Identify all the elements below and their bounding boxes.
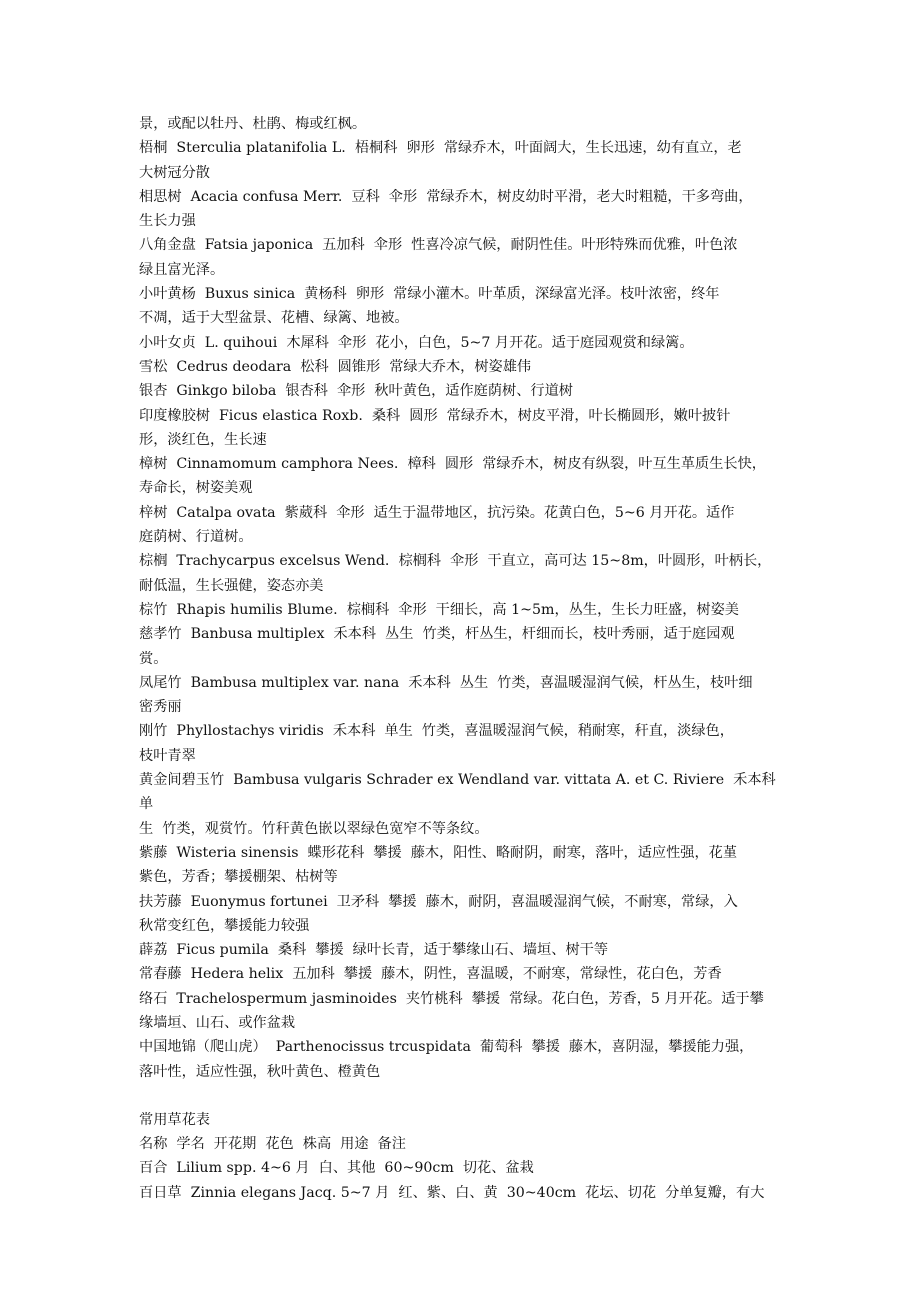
text-line: 银杏 Ginkgo biloba 银杏科 伞形 秋叶黄色，适作庭荫树、行道树	[139, 383, 573, 400]
text-line: 刚竹 Phyllostachys viridis 禾本科 单生 竹类，喜温暖湿润气候，稍耐寒，秆直，淡绿色，	[139, 723, 734, 740]
text-line: 络石 Trachelospermum jasminoides 夹竹桃科 攀援 常绿。花白色，芳香，5 月开花。适于攀	[139, 990, 764, 1007]
plant-list	[139, 112, 785, 1084]
text-line: 雪松 Cedrus deodara 松科 圆锥形 常绿大乔木，树姿雄伟	[139, 358, 532, 375]
text-line: 枝叶青翠	[139, 747, 196, 764]
text-line: 紫色，芳香；攀援棚架、枯树等	[139, 869, 338, 886]
text-line: 小叶黄杨 Buxus sinica 黄杨科 卵形 常绿小灌木。叶革质，深绿富光泽。枝叶浓密，终年	[139, 286, 720, 303]
text-line: 慈孝竹 Banbusa multiplex 禾本科 丛生 竹类，杆丛生，杆细而长，枝叶秀丽，适于庭园观	[139, 626, 735, 643]
text-line: 大树冠分散	[139, 164, 210, 181]
text-line: 紫藤 Wisteria sinensis 蝶形花科 攀援 藤木，阳性、略耐阴，耐寒，落叶，适应性强，花堇	[139, 844, 738, 861]
text-line: 梓树 Catalpa ovata 紫葳科 伞形 适生于温带地区，抗污染。花黄白色，5~6 月开花。适作	[139, 504, 735, 521]
text-line: 庭荫树、行道树。	[139, 529, 253, 546]
text-line: 常春藤 Hedera helix 五加科 攀援 藤木，阴性，喜温暖，不耐寒，常绿性，花白色，芳香	[139, 966, 722, 983]
text-line: 小叶女贞 L. quihoui 木犀科 伞形 花小，白色，5~7 月开花。适于庭园观赏和绿篱。	[139, 334, 694, 351]
text-line: 落叶性，适应性强，秋叶黄色、橙黄色	[139, 1063, 381, 1080]
text-line: 生 竹类，观赏竹。竹秆黄色嵌以翠绿色宽窄不等条纹。	[139, 820, 489, 837]
text-line: 密秀丽	[139, 699, 182, 716]
section-title: 常用草花表	[139, 1111, 210, 1128]
text-line: 不凋，适于大型盆景、花槽、绿篱、地被。	[139, 310, 409, 327]
text-line: 景，或配以牡丹、杜鹃、梅或红枫。	[139, 116, 367, 132]
text-line: 寿命长，树姿美观	[139, 480, 253, 497]
text-line: 凤尾竹 Bambusa multiplex var. nana 禾本科 丛生 竹类，喜温暖湿润气候，杆丛生，枝叶细	[139, 674, 753, 691]
text-line: 绿且富光泽。	[139, 261, 225, 278]
text-line: 棕榈 Trachycarpus excelsus Wend. 棕榈科 伞形 干直立，高可达 15~8m，叶圆形，叶柄长，	[139, 553, 772, 570]
text-line: 黄金间碧玉竹 Bambusa vulgaris Schrader ex Wendland var. vittata A. et C. Riviere 禾本科 单	[139, 772, 785, 813]
section-gap	[139, 1084, 785, 1108]
text-line: 印度橡胶树 Ficus elastica Roxb. 桑科 圆形 常绿乔木，树皮平滑，叶长椭圆形，嫩叶披针	[139, 407, 731, 424]
text-line: 相思树 Acacia confusa Merr. 豆科 伞形 常绿乔木，树皮幼时平滑，老大时粗糙，干多弯曲，	[139, 188, 753, 205]
text-line: 形，淡红色，生长速	[139, 431, 267, 448]
text-line: 生长力强	[139, 213, 196, 230]
text-line: 樟树 Cinnamomum camphora Nees. 樟科 圆形 常绿乔木，树皮有纵裂，叶互生革质生长快，	[139, 456, 766, 473]
text-line: 梧桐 Sterculia platanifolia L. 梧桐科 卵形 常绿乔木，叶面阔大，生长迅速，幼有直立，老	[139, 140, 742, 157]
document-body	[139, 112, 785, 1205]
text-line: 秋常变红色，攀援能力较强	[139, 917, 310, 934]
text-line: 赏。	[139, 650, 168, 667]
text-line: 薜荔 Ficus pumila 桑科 攀援 绿叶长青，适于攀缘山石、墙垣、树干等	[139, 942, 609, 959]
text-line: 缘墙垣、山石、或作盆栽	[139, 1014, 296, 1031]
table-header: 名称 学名 开花期 花色 株高 用途 备注	[139, 1136, 406, 1153]
text-line: 棕竹 Rhapis humilis Blume. 棕榈科 伞形 干细长，高 1~5m，丛生，生长力旺盛，树姿美	[139, 601, 739, 618]
text-line: 八角金盘 Fatsia japonica 五加科 伞形 性喜冷凉气候，耐阴性佳。叶形特殊而优雅，叶色浓	[139, 237, 738, 254]
text-line: 扶芳藤 Euonymus fortunei 卫矛科 攀援 藤木，耐阴，喜温暖湿润气候，不耐寒，常绿，入	[139, 893, 738, 910]
table-row: 百合 Lilium spp. 4~6 月 白、其他 60~90cm 切花、盆栽	[139, 1160, 534, 1177]
text-line: 耐低温，生长强健，姿态亦美	[139, 577, 324, 594]
text-line: 中国地锦（爬山虎） Parthenocissus trcuspidata 葡萄科 攀援 藤木，喜阴湿，攀援能力强，	[139, 1039, 754, 1056]
table-row: 百日草 Zinnia elegans Jacq. 5~7 月 红、紫、白、黄 30~40cm 花坛、切花 分单复瓣，有大	[139, 1184, 765, 1201]
